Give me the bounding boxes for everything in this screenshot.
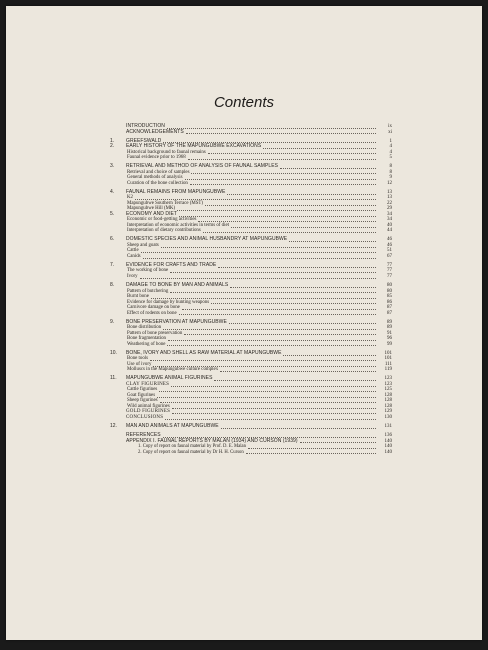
dot-leader <box>179 213 376 217</box>
toc-chapter-number: 9. <box>110 318 115 325</box>
toc-chapter-number: 8. <box>110 282 115 289</box>
dot-leader <box>230 284 376 288</box>
dot-leader <box>157 394 376 398</box>
toc-entry-label: Curation of the bone collection <box>127 180 188 186</box>
dot-leader <box>171 383 376 387</box>
toc-page-number: 77 <box>387 268 392 274</box>
toc-entry <box>110 367 392 373</box>
toc-page-number: 140 <box>384 438 392 444</box>
toc-page-number: 12 <box>387 180 392 186</box>
toc-entry-label: MAPUNGUBWE ANIMAL FIGURINES <box>126 375 213 382</box>
dot-leader <box>184 331 376 335</box>
dot-leader <box>160 399 376 403</box>
dot-leader <box>205 202 376 206</box>
dot-leader <box>167 125 376 129</box>
toc-page-number: 140 <box>384 444 392 450</box>
toc-page-number: 91 <box>387 330 392 336</box>
toc-entry-label: Burnt bone <box>127 294 149 300</box>
toc-page-number: 131 <box>384 423 392 429</box>
dot-leader <box>150 357 376 361</box>
toc-entry-label: Evidence for damage by hunting weapons <box>127 299 210 305</box>
dot-leader <box>211 300 376 304</box>
toc-page-number: 46 <box>387 242 392 248</box>
toc-entry-label: Pattern of butchering <box>127 288 169 294</box>
toc-chapter-number: 2. <box>110 143 115 150</box>
dot-leader <box>153 363 376 367</box>
dot-leader <box>263 145 376 149</box>
dot-leader <box>161 244 376 248</box>
toc-page-number: 77 <box>387 262 392 268</box>
toc-entry-label: 1. Copy of report on faunal material by Prof. D. E. Malan <box>138 444 246 450</box>
toc-chapter-number: 5. <box>110 210 115 217</box>
toc-entry <box>110 268 392 274</box>
toc-page-number: 29 <box>387 206 392 212</box>
dot-leader <box>227 191 376 195</box>
toc-entry-label: Interpretation of dietary contributions <box>127 228 201 234</box>
toc-chapter-number: 4. <box>110 188 115 195</box>
toc-entry-label: ACKNOWLEDGEMENTS <box>126 128 184 135</box>
toc-entry <box>110 181 392 187</box>
toc-page-number: 140 <box>384 449 392 455</box>
dot-leader <box>172 410 376 414</box>
toc-entry-label: RETRIEVAL AND METHOD OF ANALYSIS OF FAUNAL SAMPLES <box>126 163 278 170</box>
toc-entry <box>110 243 392 249</box>
toc-entry-label: Interpretation of economic activities in terms of diet <box>127 222 229 228</box>
toc-entry-label: BONE PRESERVATION AT MAPUNGUBWE <box>126 318 227 325</box>
toc-entry-label: Use of ivory <box>127 361 152 367</box>
toc-entry-label: CLAY FIGURINES <box>126 381 170 387</box>
dot-leader <box>289 238 376 242</box>
dot-leader <box>172 405 376 409</box>
toc-chapter-number: 11. <box>110 375 117 382</box>
toc-entry <box>110 254 392 260</box>
toc-page-number: 128 <box>384 398 392 404</box>
toc-page-number: 22 <box>387 200 392 206</box>
toc-page-number: 5 <box>389 155 392 161</box>
dot-leader <box>170 269 376 273</box>
toc-entry <box>110 351 392 357</box>
toc-entry-label: Pattern of bone preservation <box>127 330 183 336</box>
toc-page-number: 34 <box>387 211 392 217</box>
toc-entry <box>110 311 392 317</box>
toc-entry-label: Economic or food-getting activities <box>127 217 197 223</box>
toc-entry <box>110 450 392 456</box>
dot-leader <box>182 306 376 310</box>
dot-leader <box>190 181 376 185</box>
toc-page-number: 136 <box>384 433 392 439</box>
toc-entry-label: DAMAGE TO BONE BY MAN AND ANIMALS <box>126 282 229 289</box>
toc-page-number: 85 <box>387 294 392 300</box>
toc-entry-label: DOMESTIC SPECIES AND ANIMAL HUSBANDRY AT MAPUNGUBWE <box>126 236 288 243</box>
toc-entry-label: Bone fragmentation <box>127 336 166 342</box>
dot-leader <box>163 326 376 330</box>
dot-leader <box>218 264 376 268</box>
toc-entry-label: GOLD FIGURINES <box>126 409 171 415</box>
dot-leader <box>168 337 376 341</box>
toc-entry-label: ECONOMY AND DIET <box>126 210 177 217</box>
page-title: Contents <box>213 94 275 111</box>
toc-chapter-number: 12. <box>110 422 117 429</box>
toc-entry <box>110 248 392 254</box>
dot-leader <box>208 150 376 154</box>
toc-entry-label: K2 <box>127 195 133 201</box>
toc-entry-label: Goat figurines <box>127 392 156 398</box>
dot-leader <box>143 255 376 259</box>
toc-page-number: xi <box>388 129 392 135</box>
toc-page-number: 4 <box>389 149 392 155</box>
toc-chapter-number: 10. <box>110 349 117 356</box>
toc-page-number: 123 <box>384 376 392 382</box>
toc-page-number: 51 <box>387 248 392 254</box>
toc-page-number: 130 <box>384 414 392 420</box>
toc-chapter-number: 7. <box>110 261 115 268</box>
toc-entry-label: Sheep figurines <box>127 398 158 404</box>
table-of-contents <box>110 124 392 455</box>
dot-leader <box>170 289 376 293</box>
toc-entry-label: Ivory <box>127 273 138 279</box>
toc-page-number: ix <box>388 124 392 129</box>
dot-leader <box>280 165 376 169</box>
dot-leader <box>214 377 376 381</box>
dot-leader <box>167 342 376 346</box>
toc-page-number: 101 <box>384 350 392 356</box>
toc-page-number: 8 <box>389 164 392 170</box>
toc-page-number: 40 <box>387 222 392 228</box>
dot-leader <box>177 207 376 211</box>
dot-leader <box>140 275 376 279</box>
toc-entry-label: Bone tools <box>127 356 149 362</box>
dot-leader <box>186 130 376 134</box>
toc-page-number: 89 <box>387 319 392 325</box>
toc-entry-label: EVIDENCE FOR CRAFTS AND TRADE <box>126 261 217 268</box>
toc-entry <box>110 356 392 362</box>
toc-page-number: 34 <box>387 217 392 223</box>
toc-entry-label: Faunal evidence prior to 1968 <box>127 155 186 161</box>
toc-entry-label: Weathering of bone <box>127 341 166 347</box>
toc-page-number: 4 <box>389 144 392 150</box>
toc-entry <box>110 289 392 295</box>
toc-entry-label: The working of bone <box>127 268 169 274</box>
toc-page-number: 101 <box>384 356 392 362</box>
dot-leader <box>151 295 376 299</box>
toc-page-number: 89 <box>387 325 392 331</box>
toc-page-number: 96 <box>387 336 392 342</box>
toc-page-number: 87 <box>387 305 392 311</box>
toc-entry <box>110 274 392 280</box>
toc-page-number: 86 <box>387 299 392 305</box>
dot-leader <box>283 352 376 356</box>
toc-page-number: 128 <box>384 392 392 398</box>
toc-page-number: 80 <box>387 283 392 289</box>
toc-entry-label: CONCLUSIONS <box>126 414 164 420</box>
toc-entry-label: Bone distribution <box>127 325 162 331</box>
dot-leader <box>203 229 376 233</box>
toc-chapter-number: 1. <box>110 137 115 144</box>
toc-page-number: 13 <box>387 195 392 201</box>
toc-entry <box>110 424 392 430</box>
toc-entry-label: Wild animal figurines <box>127 403 170 409</box>
toc-page-number: 13 <box>387 189 392 195</box>
toc-entry-label: MAN AND ANIMALS AT MAPUNGUBWE <box>126 422 219 429</box>
dot-leader <box>229 320 376 324</box>
dot-leader <box>220 368 376 372</box>
toc-page-number: 125 <box>384 387 392 393</box>
toc-entry-label: GREEFSWALD <box>126 137 162 144</box>
toc-entry-label: APPENDIX I. FAUNAL REPORTS BY MALAN (1934) AND CURSON (1939) <box>126 437 298 444</box>
toc-page-number: 128 <box>384 403 392 409</box>
toc-entry-label: REFERENCES <box>126 432 161 439</box>
dot-leader <box>179 311 376 315</box>
toc-entry-label: INTRODUCTION <box>126 123 165 129</box>
toc-page-number: 44 <box>387 228 392 234</box>
toc-chapter-number: 3. <box>110 163 115 170</box>
dot-leader <box>165 416 376 420</box>
dot-leader <box>248 445 376 449</box>
toc-entry <box>110 130 392 136</box>
toc-entry-label: Carnivore damage on bone <box>127 305 180 311</box>
toc-entry-label: Historical background to faunal remains <box>127 149 206 155</box>
toc-page-number: 123 <box>384 381 392 387</box>
toc-entry-label: Molluscs in the Mapungubwe culture complex <box>127 367 219 373</box>
dot-leader <box>159 388 376 392</box>
toc-page-number: 87 <box>387 310 392 316</box>
toc-entry <box>110 342 392 348</box>
toc-page-number: 99 <box>387 341 392 347</box>
toc-entry-label: Sheep and goats <box>127 242 159 248</box>
dot-leader <box>231 224 376 228</box>
toc-entry-label: Cattle figurines <box>127 387 158 393</box>
toc-entry-label: EARLY HISTORY OF THE MAPUNGUBWE EXCAVATIONS <box>126 143 262 150</box>
toc-page-number: 77 <box>387 273 392 279</box>
toc-entry <box>110 415 392 421</box>
toc-page-number: 80 <box>387 288 392 294</box>
dot-leader <box>246 450 376 454</box>
toc-entry-label: Mapungubwe Hill (MK) <box>127 206 176 212</box>
toc-page-number: 67 <box>387 253 392 259</box>
toc-entry-label: Cattle <box>127 248 139 254</box>
toc-entry-label: BONE, IVORY AND SHELL AS RAW MATERIAL AT MAPUNGUBWE <box>126 349 282 356</box>
toc-entry <box>110 190 392 196</box>
dot-leader <box>185 176 376 180</box>
toc-page-number: 8 <box>389 169 392 175</box>
dot-leader <box>188 156 376 160</box>
toc-entry-label: Effect of rodents on bone <box>127 310 177 316</box>
toc-entry-label: Retrieval and choice of samples <box>127 169 190 175</box>
book-page <box>6 6 482 640</box>
dot-leader <box>221 425 376 429</box>
dot-leader <box>191 170 376 174</box>
toc-entry-label: General methods of analysis <box>127 175 183 181</box>
toc-page-number: 129 <box>384 409 392 415</box>
dot-leader <box>198 218 376 222</box>
dot-leader <box>141 249 376 253</box>
toc-page-number: 46 <box>387 237 392 243</box>
toc-entry-label: 2. Copy of report on faunal material by Dr H. H. Curson <box>138 449 244 455</box>
toc-entry <box>110 228 392 234</box>
toc-entry-label: FAUNAL REMAINS FROM MAPUNGUBWE <box>126 188 226 195</box>
toc-chapter-number: 6. <box>110 236 115 243</box>
toc-entry <box>110 155 392 161</box>
toc-entry-label: Mapungubwe Southern Terrace (MST) <box>127 200 204 206</box>
dot-leader <box>135 196 376 200</box>
dot-leader <box>300 439 376 443</box>
toc-page-number: 1 <box>389 138 392 144</box>
toc-page-number: 9 <box>389 175 392 181</box>
toc-page-number: 111 <box>384 361 392 367</box>
toc-page-number: 119 <box>384 367 392 373</box>
toc-entry-label: Canids <box>127 253 141 259</box>
